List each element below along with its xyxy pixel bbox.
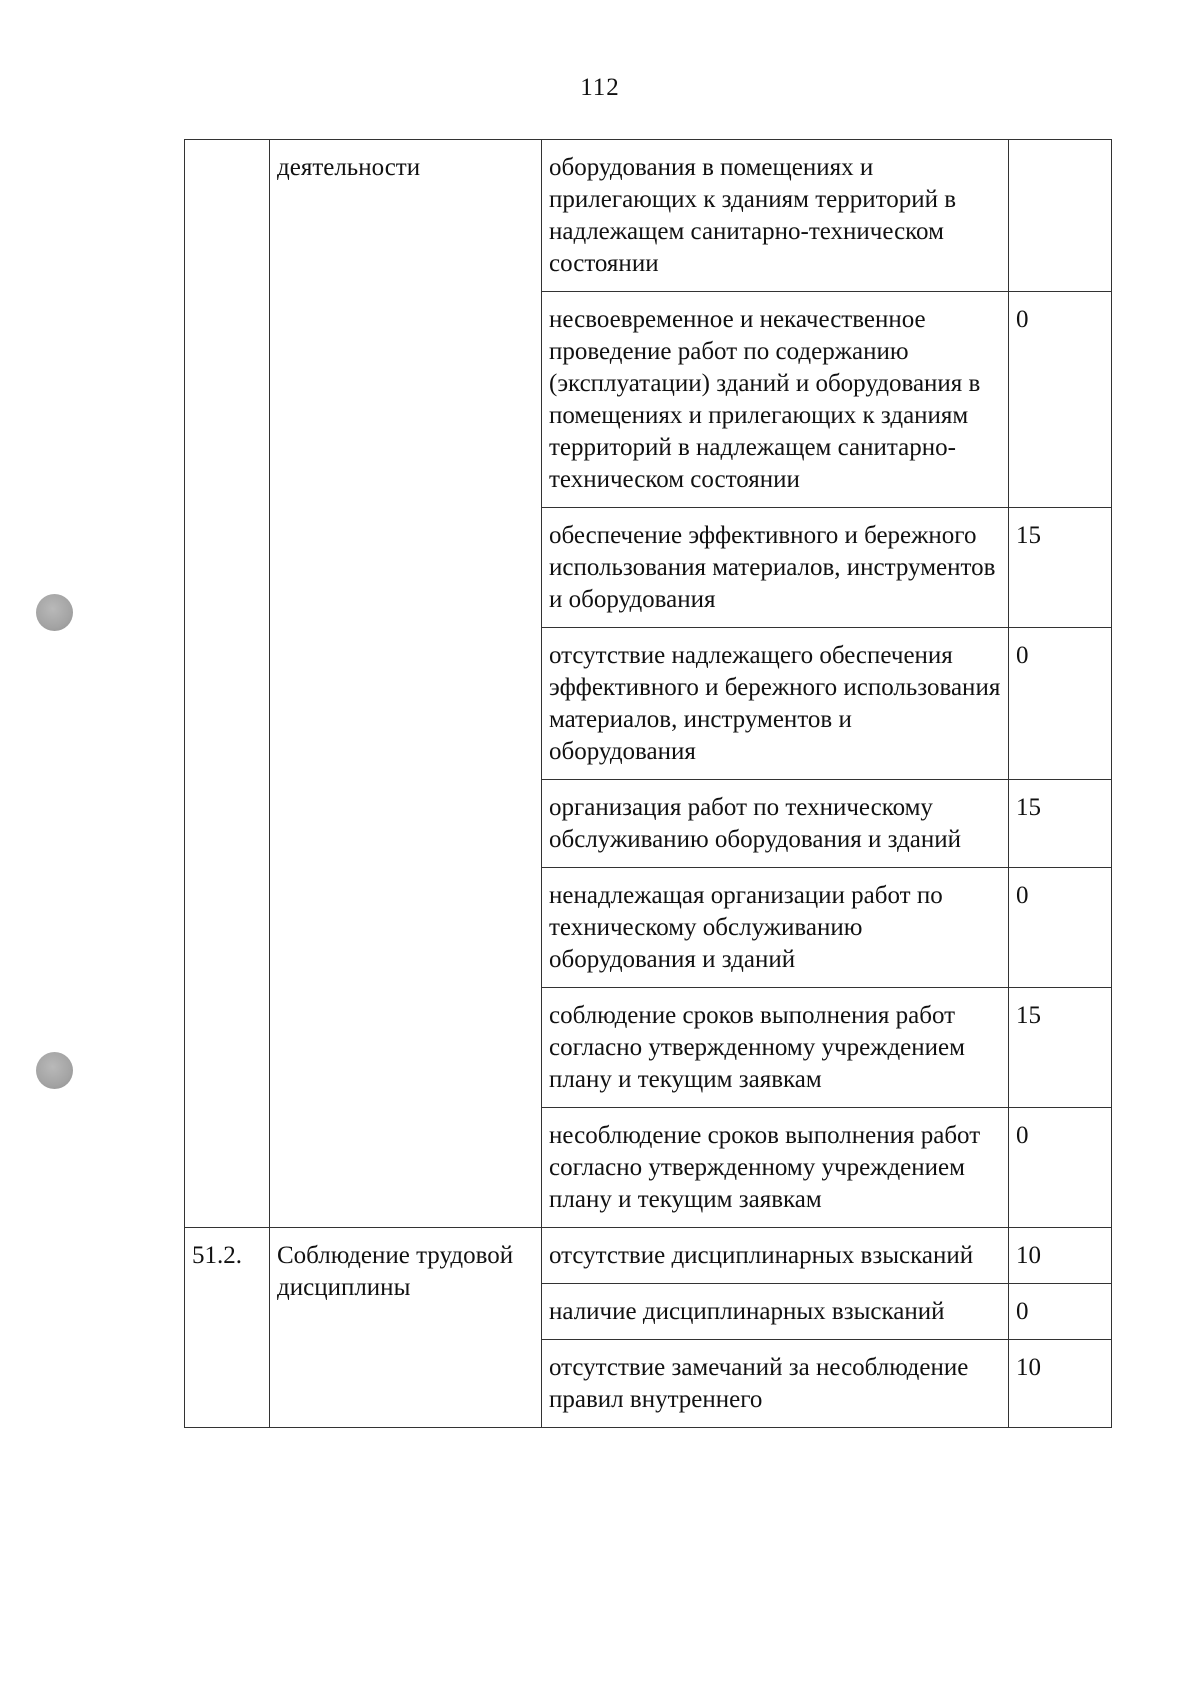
condition-cell: организация работ по техническому обслуживанию оборудования и зданий: [542, 780, 1009, 868]
criterion-number-cell: [185, 140, 270, 1228]
criterion-name-cell: Соблюдение трудовой дисциплины: [270, 1228, 542, 1428]
condition-cell: обеспечение эффективного и бережного использования материалов, инструментов и оборудования: [542, 508, 1009, 628]
condition-cell: оборудования в помещениях и прилегающих к зданиям территорий в надлежащем санитарно-техническом состоянии: [542, 140, 1009, 292]
score-cell: 0: [1009, 868, 1112, 988]
condition-cell: несвоевременное и некачественное проведение работ по содержанию (эксплуатации) зданий и оборудования в помещениях и прилегающих к зданиям территорий в надлежащем санитарно-техническом состоянии: [542, 292, 1009, 508]
score-cell: 15: [1009, 780, 1112, 868]
score-cell: 10: [1009, 1228, 1112, 1284]
condition-cell: отсутствие дисциплинарных взысканий: [542, 1228, 1009, 1284]
score-cell: [1009, 140, 1112, 292]
criterion-name-cell: деятельности: [270, 140, 542, 1228]
score-cell: 0: [1009, 292, 1112, 508]
condition-cell: отсутствие надлежащего обеспечения эффективного и бережного использования материалов, инструментов и оборудования: [542, 628, 1009, 780]
score-cell: 10: [1009, 1340, 1112, 1428]
score-cell: 15: [1009, 988, 1112, 1108]
punch-hole-bottom: [36, 1052, 73, 1089]
criterion-number-cell: 51.2.: [185, 1228, 270, 1428]
table-row: [185, 140, 1112, 292]
score-cell: 0: [1009, 1284, 1112, 1340]
condition-cell: соблюдение сроков выполнения работ согласно утвержденному учреждением плану и текущим заявкам: [542, 988, 1009, 1108]
score-cell: 15: [1009, 508, 1112, 628]
criteria-table: [184, 139, 1112, 1428]
condition-cell: наличие дисциплинарных взысканий: [542, 1284, 1009, 1340]
condition-cell: ненадлежащая организации работ по техническому обслуживанию оборудования и зданий: [542, 868, 1009, 988]
punch-hole-top: [36, 594, 73, 631]
score-cell: 0: [1009, 1108, 1112, 1228]
condition-cell: отсутствие замечаний за несоблюдение правил внутреннего: [542, 1340, 1009, 1428]
condition-cell: несоблюдение сроков выполнения работ согласно утвержденному учреждением плану и текущим заявкам: [542, 1108, 1009, 1228]
score-cell: 0: [1009, 628, 1112, 780]
table-row: [185, 1228, 1112, 1284]
page-number: 112: [580, 74, 620, 101]
